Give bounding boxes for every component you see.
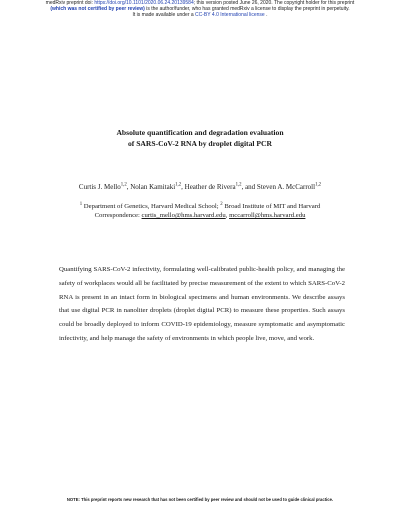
author-name: , and Steven A. McCarroll <box>241 183 316 191</box>
license-link[interactable]: CC-BY 4.0 International license <box>195 12 265 19</box>
affiliations <box>0 202 400 220</box>
preprint-banner <box>0 0 400 19</box>
banner-period: . <box>264 12 268 19</box>
author-name: , Heather de Rivera <box>181 183 236 191</box>
affiliation-marker: 2 <box>220 201 223 207</box>
correspondence-line <box>0 211 400 220</box>
doi-link[interactable]: https://doi.org/10.1101/2020.06.24.20139584 <box>94 0 194 6</box>
banner-available-text: It is made available under a <box>132 12 196 19</box>
preprint-note: NOTE: This preprint reports new research that has not been certified by peer review and should not be used to guide clinical practice. <box>66 497 334 502</box>
banner-peer-review-note: (which was not certified by peer review) <box>50 6 145 13</box>
affiliation-text: Broad Institute of MIT and Harvard <box>222 203 321 210</box>
banner-doi-label: medRxiv preprint doi: <box>45 0 95 6</box>
banner-line-3 <box>0 12 400 18</box>
title-line-1: Absolute quantification and degradation evaluation <box>116 128 284 137</box>
affiliation-line <box>0 202 400 211</box>
author-name: , Nolan Kamitaki <box>126 183 176 191</box>
affiliation-text: Department of Genetics, Harvard Medical School; <box>82 203 221 210</box>
author-affiliation-marker: 1,2 <box>315 182 322 188</box>
banner-posted-text: ; this version posted June 26, 2020. The copyright holder for this preprint <box>193 0 355 6</box>
email-separator: , <box>225 212 230 220</box>
paper-title <box>0 128 400 149</box>
title-line-2: of SARS-CoV-2 RNA by droplet digital PCR <box>127 138 272 148</box>
abstract: Quantifying SARS-CoV-2 infectivity, formulating well-calibrated public-health policy, and managing the safety of workplaces would all be facilitated by precise measurement of the extent to which SARS-CoV-2 RNA is present in an intact form in biological specimens and human environments. We describe assays that use digital PCR in nanoliter droplets (droplet digital PCR) to measure these properties. Such assays could be broadly deployed to inform COVID-19 epidemiology, measure symptomatic and asymptomatic infectivity, and help manage the safety of environments in which people live, move, and work. <box>59 266 345 342</box>
banner-license-text: is the author/funder, who has granted medRxiv a license to display the preprint in perpetuity. <box>144 6 350 13</box>
correspondence-label: Correspondence: <box>94 212 142 220</box>
correspondence-email[interactable]: mccarroll@hms.harvard.edu <box>229 212 306 220</box>
author-affiliation-marker: 1,2 <box>120 182 127 188</box>
author-list <box>0 183 400 192</box>
author-name: Curtis J. Mello <box>78 183 121 191</box>
author-affiliation-marker: 1,2 <box>175 182 182 188</box>
correspondence-email[interactable]: curtis_mello@hms.harvard.edu <box>141 212 226 220</box>
affiliation-marker: 1 <box>79 201 83 207</box>
author-affiliation-marker: 1,2 <box>235 182 242 188</box>
